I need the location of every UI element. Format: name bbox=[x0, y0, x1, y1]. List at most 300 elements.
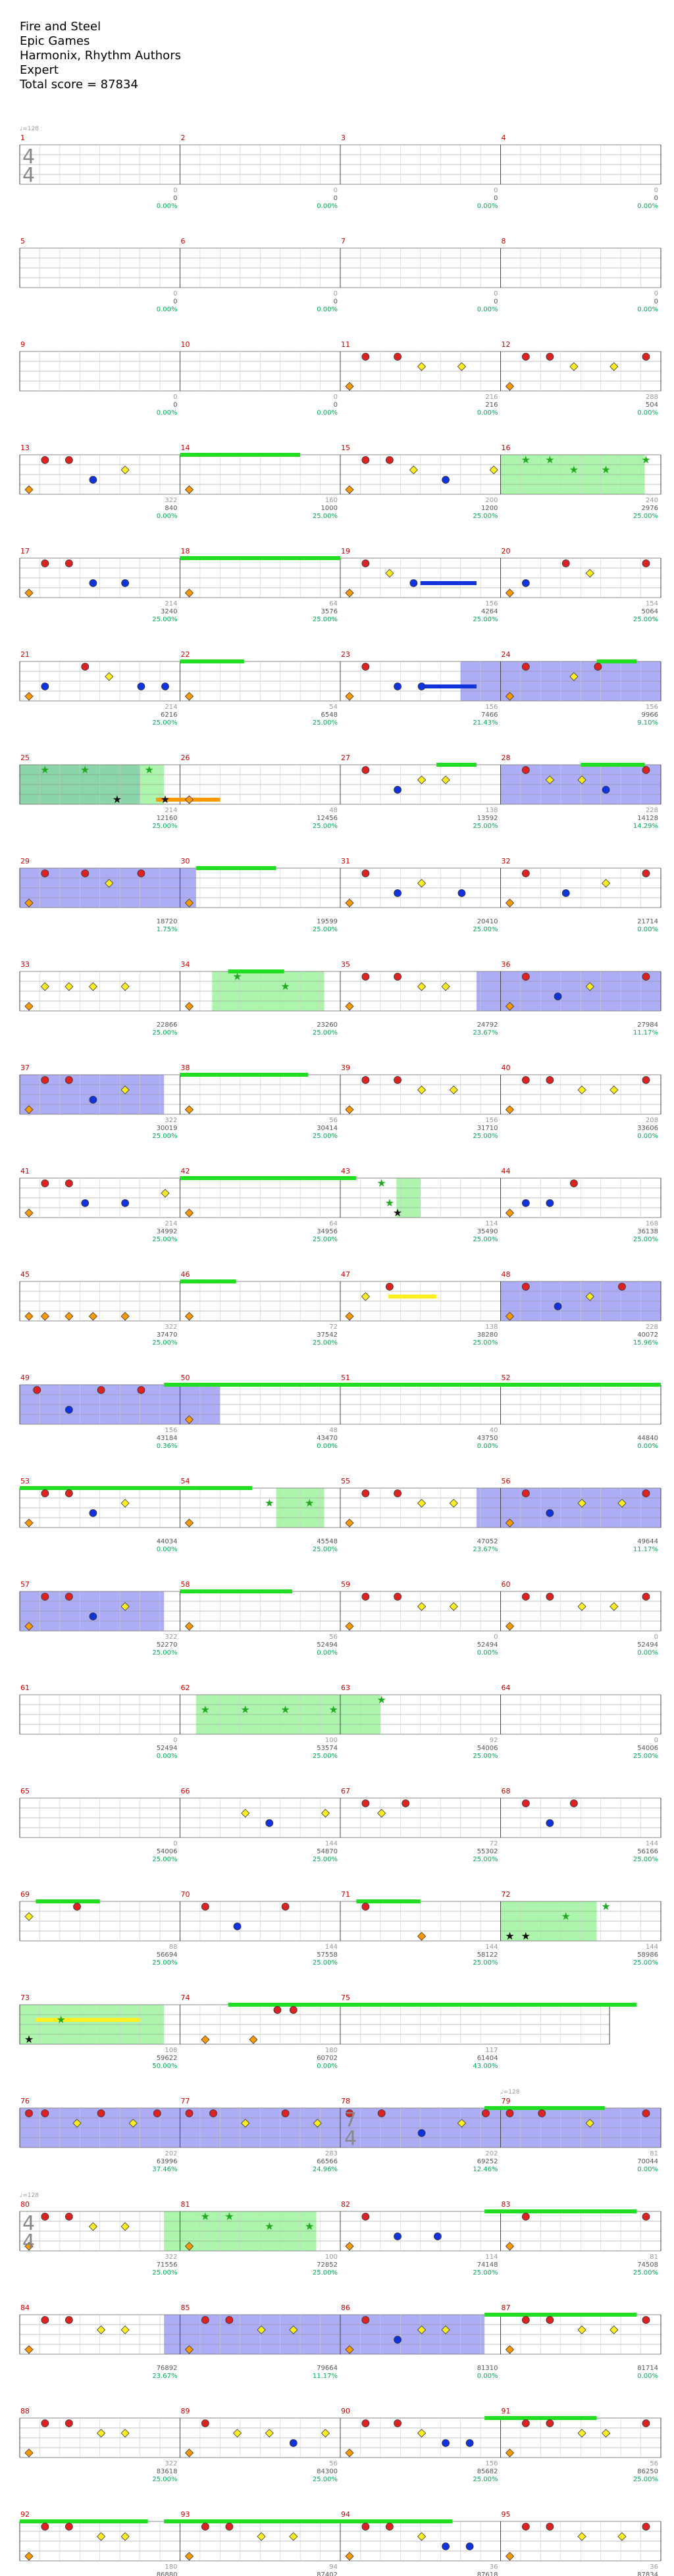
measure-score: 2976 bbox=[641, 505, 658, 512]
measure-score: 43184 bbox=[156, 1435, 178, 1442]
diamond-note bbox=[105, 673, 113, 681]
staff-row-17 bbox=[20, 1798, 661, 1838]
measure-score: 38280 bbox=[477, 1331, 498, 1339]
gem-note bbox=[82, 1200, 89, 1207]
gem-note bbox=[41, 683, 49, 690]
measure-percent: 25.00% bbox=[152, 823, 178, 830]
gem-note bbox=[522, 870, 529, 877]
gem-note bbox=[90, 477, 97, 484]
measure-percent: 23.67% bbox=[473, 1546, 498, 1553]
measure-percent: 9.10% bbox=[637, 719, 658, 727]
gem-note bbox=[410, 580, 417, 587]
measure-score: 18720 bbox=[156, 918, 178, 925]
gem-note bbox=[34, 1387, 41, 1394]
diamond-note bbox=[578, 1603, 586, 1610]
measure-score: 216 bbox=[485, 401, 498, 409]
diamond-note bbox=[186, 2552, 194, 2560]
measure-subscore: 138 bbox=[485, 807, 498, 814]
gem-note bbox=[201, 1903, 209, 1911]
measure-number: 24 bbox=[501, 650, 511, 659]
measure-percent: 25.00% bbox=[473, 926, 498, 933]
measure-subscore: 36 bbox=[489, 2563, 498, 2571]
staff-row-21 bbox=[20, 2209, 661, 2251]
measure-score: 27984 bbox=[637, 1021, 658, 1029]
star-note: ★ bbox=[304, 2220, 315, 2232]
staff-row-5 bbox=[20, 556, 661, 598]
measure-number: 70 bbox=[180, 1890, 190, 1899]
measure-score: 840 bbox=[165, 505, 178, 512]
measure-percent: 0.00% bbox=[477, 306, 498, 313]
measure-subscore: 144 bbox=[645, 1944, 658, 1951]
time-signature-top: 4 bbox=[22, 145, 36, 168]
diamond-note bbox=[346, 2552, 353, 2560]
staff-row-14 bbox=[20, 1486, 661, 1528]
measure-score: 47052 bbox=[477, 1538, 498, 1545]
measure-score: 35490 bbox=[477, 1228, 498, 1235]
star-note: ★ bbox=[561, 1910, 571, 1922]
gem-note bbox=[522, 1283, 529, 1291]
measure-number: 43 bbox=[341, 1167, 350, 1175]
star-note: ★ bbox=[232, 970, 242, 983]
measure-number: 13 bbox=[20, 444, 30, 452]
star-note: ★ bbox=[280, 1703, 290, 1716]
gem-note bbox=[41, 2110, 49, 2117]
tempo-marker: ♩=128 bbox=[500, 2089, 520, 2096]
measure-subscore: 48 bbox=[329, 1427, 338, 1434]
gem-note bbox=[642, 2110, 650, 2117]
measure-subscore: 92 bbox=[489, 1737, 498, 1744]
sustain-bar bbox=[196, 1486, 252, 1490]
measure-score: 63996 bbox=[156, 2158, 178, 2165]
gem-note bbox=[362, 870, 369, 877]
measure-percent: 0.00% bbox=[477, 203, 498, 210]
measure-percent: 25.00% bbox=[633, 1959, 658, 1967]
measure-score: 23260 bbox=[317, 1021, 338, 1029]
gem-note bbox=[97, 2110, 105, 2117]
measure-number: 31 bbox=[341, 857, 350, 865]
measure-percent: 25.00% bbox=[152, 1339, 178, 1347]
measure-number: 35 bbox=[341, 960, 350, 969]
gem-note bbox=[546, 353, 554, 361]
diamond-note bbox=[89, 1312, 97, 1320]
measure-score: 504 bbox=[645, 401, 658, 409]
measure-number: 52 bbox=[501, 1374, 511, 1382]
gem-note bbox=[522, 2317, 529, 2324]
diamond-note bbox=[506, 1622, 514, 1630]
measure-subscore: 72 bbox=[329, 1324, 338, 1331]
measure-percent: 0.00% bbox=[156, 409, 178, 417]
sustain-bar bbox=[164, 1383, 661, 1387]
gem-note bbox=[41, 1490, 49, 1497]
measure-number: 62 bbox=[180, 1684, 190, 1692]
gem-note bbox=[434, 2233, 441, 2240]
measure-score: 52494 bbox=[156, 1745, 178, 1752]
diamond-note bbox=[186, 1106, 194, 1114]
diamond-note bbox=[186, 1209, 194, 1217]
difficulty-label: Expert bbox=[20, 63, 59, 77]
measure-number: 17 bbox=[20, 547, 30, 555]
measure-score: 6216 bbox=[161, 711, 178, 719]
diamond-note bbox=[186, 1622, 194, 1630]
measure-percent: 0.00% bbox=[637, 306, 658, 313]
star-note: ★ bbox=[144, 763, 154, 776]
measure-subscore: 0 bbox=[494, 187, 498, 194]
gem-note bbox=[161, 683, 168, 690]
measure-subscore: 0 bbox=[654, 1634, 658, 1641]
diamond-note bbox=[346, 2242, 353, 2250]
diamond-note bbox=[490, 466, 498, 474]
measure-score: 87618 bbox=[477, 2571, 498, 2576]
gem-note bbox=[546, 1820, 554, 1827]
measure-number: 82 bbox=[341, 2200, 350, 2209]
measure-subscore: 64 bbox=[329, 600, 338, 607]
measure-score: 1000 bbox=[321, 505, 338, 512]
measure-number: 36 bbox=[501, 960, 511, 969]
measure-subscore: 144 bbox=[324, 1944, 338, 1951]
measure-subscore: 0 bbox=[173, 1840, 178, 1847]
gem-note bbox=[522, 353, 529, 361]
measure-percent: 0.00% bbox=[637, 203, 658, 210]
measure-percent: 0.00% bbox=[317, 1649, 338, 1657]
gem-note bbox=[394, 2233, 402, 2240]
gem-note bbox=[394, 1593, 402, 1601]
measure-score: 81310 bbox=[477, 2365, 498, 2372]
song-artist: Epic Games bbox=[20, 34, 90, 48]
measure-percent: 25.00% bbox=[312, 1753, 338, 1760]
gem-note bbox=[522, 767, 529, 774]
measure-percent: 25.00% bbox=[633, 1856, 658, 1863]
diamond-note bbox=[602, 2429, 610, 2437]
measure-score: 30019 bbox=[156, 1125, 178, 1132]
measure-percent: 25.00% bbox=[473, 1856, 498, 1863]
measure-number: 67 bbox=[341, 1787, 350, 1795]
gem-note bbox=[522, 1200, 529, 1207]
diamond-note bbox=[25, 486, 33, 494]
measure-score: 74508 bbox=[637, 2261, 658, 2269]
measure-subscore: 156 bbox=[485, 2460, 498, 2467]
diamond-note bbox=[346, 1312, 353, 1320]
diamond-note bbox=[25, 2552, 33, 2560]
measure-score: 14128 bbox=[637, 815, 658, 822]
gem-note bbox=[602, 786, 609, 794]
gem-note bbox=[642, 1490, 650, 1497]
measure-subscore: 100 bbox=[324, 2254, 338, 2261]
gem-note bbox=[362, 2317, 369, 2324]
diamond-note bbox=[97, 2326, 105, 2334]
measure-score: 56166 bbox=[637, 1848, 658, 1855]
star-note: ★ bbox=[265, 2220, 274, 2232]
diamond-note bbox=[186, 1519, 194, 1527]
measure-percent: 0.00% bbox=[637, 2373, 658, 2380]
measure-number: 65 bbox=[20, 1787, 30, 1795]
gem-note bbox=[546, 2523, 554, 2531]
diamond-note bbox=[121, 2533, 129, 2540]
measure-subscore: 156 bbox=[485, 704, 498, 711]
measure-percent: 0.00% bbox=[317, 203, 338, 210]
gem-note bbox=[642, 353, 650, 361]
measure-subscore: 202 bbox=[485, 2150, 498, 2157]
staff-row-13 bbox=[20, 1383, 661, 1424]
measure-percent: 25.00% bbox=[473, 1236, 498, 1243]
star-note: ★ bbox=[240, 1703, 250, 1716]
measure-percent: 25.00% bbox=[312, 1959, 338, 1967]
gem-note bbox=[506, 2110, 513, 2117]
measure-number: 32 bbox=[501, 857, 511, 865]
measure-percent: 1.75% bbox=[156, 926, 178, 933]
staff-row-6 bbox=[20, 659, 661, 701]
measure-score: 52494 bbox=[477, 1641, 498, 1649]
diamond-note bbox=[186, 692, 194, 700]
staff-row-3 bbox=[20, 351, 661, 391]
gem-note bbox=[618, 1283, 625, 1291]
measure-score: 54870 bbox=[317, 1848, 338, 1855]
gem-note bbox=[482, 2110, 489, 2117]
gem-note bbox=[65, 1593, 72, 1601]
gem-note bbox=[522, 2420, 529, 2427]
measure-number: 71 bbox=[341, 1890, 350, 1899]
gem-note bbox=[522, 1077, 529, 1084]
measure-number: 60 bbox=[501, 1580, 511, 1589]
measure-score: 79664 bbox=[317, 2365, 338, 2372]
diamond-note bbox=[610, 363, 618, 371]
measure-score: 7466 bbox=[481, 711, 498, 719]
measure-number: 4 bbox=[501, 134, 506, 142]
measure-number: 12 bbox=[501, 340, 511, 349]
measure-number: 94 bbox=[341, 2510, 350, 2519]
measure-score: 49644 bbox=[637, 1538, 658, 1545]
measure-score: 57558 bbox=[317, 1951, 338, 1959]
measure-score: 44840 bbox=[637, 1435, 658, 1442]
gem-note bbox=[394, 786, 402, 794]
diamond-note bbox=[25, 1002, 33, 1010]
measure-score: 13592 bbox=[477, 815, 498, 822]
measure-number: 46 bbox=[180, 1270, 190, 1279]
measure-score: 72852 bbox=[317, 2261, 338, 2269]
measure-number: 90 bbox=[341, 2407, 350, 2415]
measure-percent: 0.00% bbox=[637, 926, 658, 933]
gem-note bbox=[65, 2213, 72, 2221]
gem-note bbox=[65, 1180, 72, 1187]
sustain-bar bbox=[484, 2209, 636, 2213]
gem-note bbox=[65, 1490, 72, 1497]
gem-note bbox=[362, 457, 369, 464]
measure-percent: 0.00% bbox=[156, 1546, 178, 1553]
gem-note bbox=[442, 2440, 450, 2447]
diamond-note bbox=[186, 1312, 194, 1320]
measure-percent: 25.00% bbox=[633, 616, 658, 623]
measure-percent: 11.17% bbox=[633, 1546, 658, 1553]
measure-percent: 25.00% bbox=[152, 1029, 178, 1037]
measure-score: 59622 bbox=[156, 2055, 178, 2062]
measure-subscore: 180 bbox=[165, 2563, 178, 2571]
gem-note bbox=[362, 1077, 369, 1084]
measure-score: 54006 bbox=[156, 1848, 178, 1855]
measure-percent: 25.00% bbox=[312, 1029, 338, 1037]
measure-number: 18 bbox=[180, 547, 190, 555]
diamond-note bbox=[161, 1189, 169, 1197]
measure-percent: 25.00% bbox=[633, 2476, 658, 2483]
measure-score: 45548 bbox=[317, 1538, 338, 1545]
measure-number: 14 bbox=[180, 444, 190, 452]
diamond-note bbox=[346, 1622, 353, 1630]
measure-percent: 25.00% bbox=[152, 1649, 178, 1657]
measure-score: 37542 bbox=[317, 1331, 338, 1339]
measure-percent: 25.00% bbox=[312, 1546, 338, 1553]
measure-percent: 25.00% bbox=[473, 823, 498, 830]
diamond-note bbox=[506, 2242, 514, 2250]
measure-percent: 0.00% bbox=[156, 1753, 178, 1760]
song-title: Fire and Steel bbox=[20, 20, 101, 34]
measure-subscore: 214 bbox=[165, 1220, 178, 1227]
diamond-note bbox=[442, 776, 450, 784]
measure-number: 87 bbox=[501, 2304, 511, 2312]
diamond-note bbox=[506, 1106, 514, 1114]
measure-number: 21 bbox=[20, 650, 30, 659]
measure-score: 87834 bbox=[637, 2571, 658, 2576]
gem-note bbox=[362, 560, 369, 567]
diamond-note bbox=[186, 1002, 194, 1010]
measure-percent: 25.00% bbox=[152, 1856, 178, 1863]
diamond-note bbox=[121, 983, 129, 991]
diamond-note bbox=[346, 2449, 353, 2457]
measure-percent: 25.00% bbox=[312, 2269, 338, 2277]
star-note: ★ bbox=[200, 1703, 211, 1716]
measure-subscore: 0 bbox=[654, 187, 658, 194]
diamond-note bbox=[121, 466, 129, 474]
sustain-bar bbox=[20, 2519, 148, 2523]
measure-score: 22866 bbox=[156, 1021, 178, 1029]
gem-note bbox=[362, 1800, 369, 1807]
gem-note bbox=[41, 2420, 49, 2427]
measure-number: 76 bbox=[20, 2097, 30, 2105]
measure-number: 57 bbox=[20, 1580, 30, 1589]
measure-score: 70044 bbox=[637, 2158, 658, 2165]
gem-note bbox=[642, 973, 650, 981]
measure-number: 74 bbox=[180, 1994, 190, 2002]
diamond-note bbox=[386, 569, 394, 577]
measure-score: 0 bbox=[333, 195, 338, 202]
measure-number: 8 bbox=[501, 237, 506, 245]
staff-row-19 bbox=[20, 2003, 636, 2046]
star-note: ★ bbox=[384, 1197, 395, 1209]
measure-percent: 0.00% bbox=[477, 2373, 498, 2380]
measure-score: 54006 bbox=[637, 1745, 658, 1752]
measure-percent: 25.00% bbox=[152, 2269, 178, 2277]
measure-percent: 25.00% bbox=[473, 2269, 498, 2277]
measure-subscore: 228 bbox=[645, 1324, 658, 1331]
measure-score: 9966 bbox=[641, 711, 658, 719]
diamond-note bbox=[506, 2346, 514, 2354]
measure-subscore: 0 bbox=[173, 290, 178, 297]
measure-number: 69 bbox=[20, 1890, 30, 1899]
measure-percent: 25.00% bbox=[312, 1236, 338, 1243]
measure-score: 37470 bbox=[156, 1331, 178, 1339]
measure-score: 31710 bbox=[477, 1125, 498, 1132]
diamond-note bbox=[201, 2036, 209, 2044]
measure-number: 40 bbox=[501, 1064, 511, 1072]
sustain-bar bbox=[36, 2018, 140, 2022]
measure-subscore: 283 bbox=[324, 2150, 338, 2157]
diamond-note bbox=[418, 1499, 426, 1507]
diamond-note bbox=[121, 1499, 129, 1507]
staff-row-8 bbox=[20, 866, 661, 908]
diamond-note bbox=[121, 2326, 129, 2334]
gem-note bbox=[378, 2110, 385, 2117]
gem-note bbox=[386, 2523, 393, 2531]
measure-subscore: 214 bbox=[165, 807, 178, 814]
measure-number: 38 bbox=[180, 1064, 190, 1072]
gem-note bbox=[458, 890, 465, 897]
measure-subscore: 0 bbox=[333, 187, 338, 194]
sustain-bar bbox=[180, 1279, 236, 1283]
staff-row-12 bbox=[20, 1279, 661, 1321]
gem-note bbox=[522, 1490, 529, 1497]
gem-note bbox=[394, 1077, 402, 1084]
gem-note bbox=[186, 2110, 193, 2117]
measure-number: 75 bbox=[341, 1994, 350, 2002]
sustain-bar bbox=[356, 1899, 420, 1903]
measure-percent: 25.00% bbox=[312, 2476, 338, 2483]
measure-score: 58986 bbox=[637, 1951, 658, 1959]
diamond-note bbox=[25, 692, 33, 700]
diamond-note bbox=[361, 1293, 369, 1301]
gem-note bbox=[466, 2440, 473, 2447]
measure-number: 66 bbox=[180, 1787, 190, 1795]
measure-number: 28 bbox=[501, 754, 511, 762]
measure-number: 27 bbox=[341, 754, 350, 762]
staff-row-4 bbox=[20, 453, 661, 494]
gem-note bbox=[554, 993, 561, 1000]
gem-note bbox=[386, 1283, 393, 1291]
star-note: ★ bbox=[40, 763, 50, 776]
diamond-note bbox=[121, 2223, 129, 2230]
star-note: ★ bbox=[80, 763, 90, 776]
staff-row-9 bbox=[20, 969, 661, 1011]
measure-number: 95 bbox=[501, 2510, 511, 2519]
measure-score: 0 bbox=[173, 298, 178, 305]
staff-row-20 bbox=[20, 2106, 661, 2148]
star-note: ★ bbox=[392, 1206, 403, 1219]
diamond-note bbox=[346, 382, 353, 390]
diamond-note bbox=[418, 776, 426, 784]
measure-subscore: 117 bbox=[485, 2047, 498, 2054]
diamond-note bbox=[418, 2429, 426, 2437]
sustain-bar bbox=[180, 1176, 357, 1180]
diamond-note bbox=[610, 2326, 618, 2334]
star-note: ★ bbox=[601, 463, 611, 476]
diamond-note bbox=[290, 2533, 298, 2540]
diamond-note bbox=[450, 1499, 457, 1507]
measure-subscore: 108 bbox=[165, 2047, 178, 2054]
measure-score: 24792 bbox=[477, 1021, 498, 1029]
measure-subscore: 168 bbox=[645, 1220, 658, 1227]
measure-number: 61 bbox=[20, 1684, 30, 1692]
measure-subscore: 114 bbox=[485, 2254, 498, 2261]
measure-percent: 0.00% bbox=[317, 1443, 338, 1450]
diamond-note bbox=[121, 1312, 129, 1320]
measure-score: 0 bbox=[654, 298, 658, 305]
measure-subscore: 56 bbox=[329, 1117, 338, 1124]
diamond-note bbox=[457, 363, 465, 371]
gem-note bbox=[90, 1613, 97, 1620]
staff-row-22 bbox=[20, 2313, 661, 2354]
measure-score: 86880 bbox=[156, 2571, 178, 2576]
diamond-note bbox=[346, 1002, 353, 1010]
star-note: ★ bbox=[280, 980, 290, 992]
sustain-bar bbox=[388, 1295, 436, 1299]
measure-percent: 15.96% bbox=[633, 1339, 658, 1347]
star-note: ★ bbox=[505, 1930, 515, 1942]
